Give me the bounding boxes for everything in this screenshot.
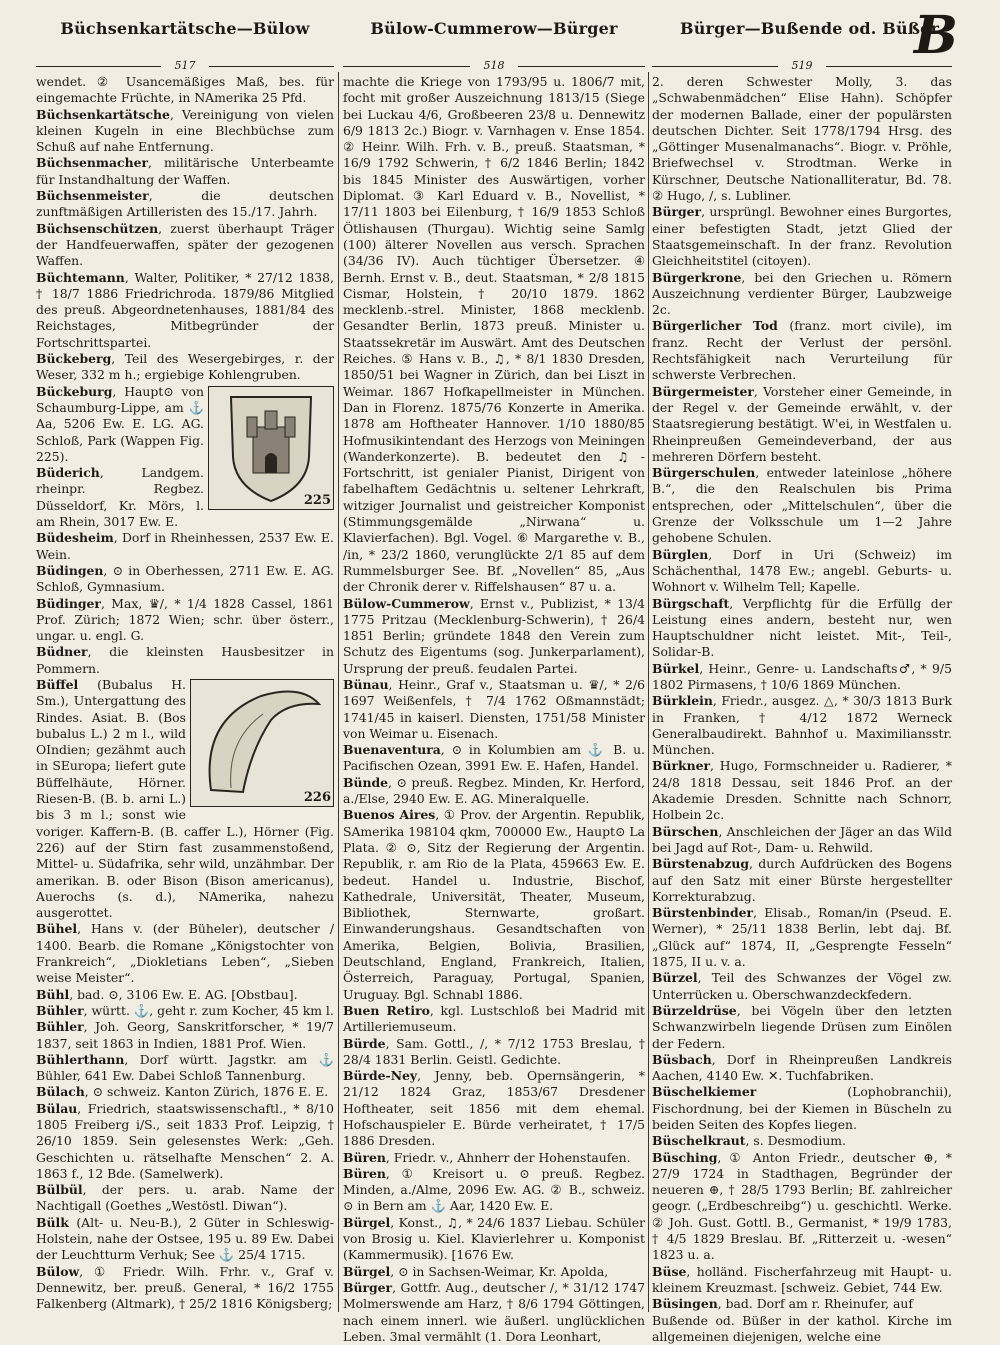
headword: Büchsenschützen xyxy=(36,220,159,236)
page-number-middle: 518 xyxy=(343,58,645,74)
entry: Bürstenbinder, Elisab., Roman/in (Pseud. E. Werner), * 25/11 1838 Berlin, lebt daj. Bf. „Glück auf“ 1874, II, „Gesprengte Fesseln“ 1875, II u. v. a. xyxy=(652,905,952,970)
entry: Büdingen, ⊙ in Oberhessen, 2711 Ew. E. AG. Schloß, Gymnasium. xyxy=(36,562,334,595)
entry: Büschelkraut, s. Desmodium. xyxy=(652,1133,846,1149)
headword: Buenaventura xyxy=(343,742,441,758)
headword: Büschelkiemer xyxy=(652,1084,848,1100)
entry: Bülach, ⊙ schweiz. Kanton Zürich, 1876 E. E. xyxy=(36,1084,329,1100)
headword: Bürgschaft xyxy=(652,595,730,611)
headword: Bülau xyxy=(36,1100,78,1116)
headword: Bürschen xyxy=(652,823,719,839)
headword: Büchtemann xyxy=(36,269,125,285)
headword: Bürzeldrüse xyxy=(652,1002,737,1018)
entry: Bühel, Hans v. (der Büheler), deutscher / 1400. Bearb. die Romane „Königstochter von Frankreich“, „Diokletians Leben“, „Sieben weise Meister“. xyxy=(36,921,334,986)
entry: Büdesheim, Dorf in Rheinhessen, 2537 Ew. E. Wein. xyxy=(36,530,334,562)
coat-of-arms-figure xyxy=(208,386,334,510)
entry: Büchsenkartätsche, Vereinigung von vielen kleinen Kugeln in eine Blechbüchse zum Schuß auf nahe Entfernung. xyxy=(36,106,334,155)
buffalo-horn-figure xyxy=(190,679,334,807)
entry: Büren, ① Kreisort u. ⊙ preuß. Regbez. Minden, a./Alme, 2096 Ew. AG. ② B., schweiz. ⊙ in Bern am ⚓ Aar, 1420 Ew. E. xyxy=(343,1165,645,1214)
running-header-right: Bürger—Bußende od. Büßer xyxy=(680,19,940,38)
headword: Büdinger xyxy=(36,595,101,611)
entry: Bückeburg, Haupt⊙ von Schaumburg-Lippe, am ⚓ Aa, 5206 Ew. E. LG. AG. Schloß, Park (Wappen Fig. 225). xyxy=(36,383,204,464)
headword: Bürzel xyxy=(652,970,698,986)
entries-col1 xyxy=(36,74,334,1313)
headword: Bürgerschulen xyxy=(652,465,756,481)
column-519 xyxy=(652,0,952,1344)
headword: Bürstenbinder xyxy=(652,905,754,921)
entry: Bürde-Ney, Jenny, beb. Opernsängerin, * 21/12 1824 Graz, 1853/67 Dresdener Hoftheater, seit 1856 mit dem ehemal. Hofschauspieler E. Bürde verheiratet, † 17/5 1886 Dresden. xyxy=(343,1068,645,1149)
headword: Bünau xyxy=(343,676,389,692)
entry: Bühler, Joh. Georg, Sanskritforscher, * 19/7 1837, seit 1863 in Indien, 1881 Prof. Wien. xyxy=(36,1019,334,1051)
page-number-left: 517 xyxy=(36,58,334,74)
headword: Bürstenabzug xyxy=(652,856,750,872)
headword: Bühler xyxy=(36,1019,84,1035)
entry: Büchtemann, Walter, Politiker, * 27/12 1838, † 18/7 1886 Friedrichroda. 1879/86 Mitglied des preuß. Abgeordnetenhauses, 1881/84 des Reichstages, Mitbegründer der Fortschrittspartei. xyxy=(36,269,334,350)
entry: Bürgermeister, Vorsteher einer Gemeinde, in der Regel v. der Gemeinde erwählt, v. der Staatsregierung bestätigt. W'ei, in Westfalen u. Rheinpreußen Gemeindeverband, der aus mehreren Dörfern besteht. xyxy=(652,383,952,464)
entry: Bürgerschulen, entweder lateinlose „höhere B.“, die den Realschulen bis Prima entsprechen, oder „Mittelschulen“, über die Grenze der Volksschule um 1—2 Jahre gehobene Schulen. xyxy=(652,465,952,546)
headword: Bürger xyxy=(652,204,702,220)
entry: 2. deren Schwester Molly, 3. das „Schwabenmädchen“ Elise Hahn). Schöpfer der modernen Ballade, einer der populärsten deutschen Dichter. Seit 1778/1794 Hrsg. des „Göttinger Musenalmanachs“. Biogr. v. Pröhle, Briefwechsel v. Strodtman. Werke in Kürschner, Deutsche Nationalliteratur, Bd. 78. ② Hugo, /, s. Lubliner. xyxy=(652,74,952,204)
entry: Bühler, württ. ⚓, geht r. zum Kocher, 45 km l. xyxy=(36,1002,334,1018)
headword: Bürde xyxy=(343,1035,386,1051)
entry: Bürglen, Dorf in Uri (Schweiz) im Schächenthal, 1478 Ew.; angebl. Geburts- u. Wohnort v. Wilhelm Tell; Kapelle. xyxy=(652,546,952,595)
entry: Büchsenmeister, die deutschen zunftmäßigen Artilleristen des 15./17. Jahrh. xyxy=(36,188,334,220)
entry: Büchsenschützen, zuerst überhaupt Träger der Handfeuerwaffen, später der gezogenen Waffen. xyxy=(36,220,334,269)
entry: Bürkner, Hugo, Formschneider u. Radierer, * 24/8 1818 Dessau, seit 1846 Prof. an der Akademie Dresden. Schnitte nach Schnorr, Holbein 2c. xyxy=(652,758,952,823)
entries-col3 xyxy=(652,74,952,1345)
entry: Büschelkiemer (Lophobranchii), Fischordnung, bei der Kiemen in Büscheln zu beiden Seiten des Kopfes liegen. xyxy=(652,1084,952,1132)
entry: Bünde, ⊙ preuß. Regbez. Minden, Kr. Herford, a./Else, 2940 Ew. E. AG. Mineralquelle. xyxy=(343,774,645,807)
entry: Bürzel, Teil des Schwanzes der Vögel zw. Unterrücken u. Oberschwanzdeckfedern. xyxy=(652,970,952,1002)
entry: Büse, holländ. Fischerfahrzeug mit Haupt- u. kleinem Kreuzmast. [schweiz. Gebiet, 744 Ew. xyxy=(652,1263,952,1295)
column-518 xyxy=(343,0,645,1344)
entry: Büdner, die kleinsten Hausbesitzer in Pommern. xyxy=(36,644,334,676)
entry: Bülow, ① Friedr. Wilh. Frhr. v., Graf v. Dennewitz, ber. preuß. General, * 16/2 1755 Falkenberg (Altmark), † 25/2 1816 Königsberg; xyxy=(36,1263,334,1312)
entry: machte die Kriege von 1793/95 u. 1806/7 mit, focht mit großer Auszeichnung 1813/15 (Siege bei Luckau 4/6, Großbeeren 23/8 u. Dennewitz 6/9 1813 2c.) Biogr. v. Varnhagen v. Ense 1854. ② Heinr. Wilh. Frh. v. B., preuß. Staatsman, * 16/9 1792 Schwerin, † 6/2 1846 Berlin; 1842 bis 1845 Minister des Auswärtigen, vorher Diplomat. ③ Karl Eduard v. B., Novellist, * 17/11 1803 bei Eilenburg, † 16/9 1853 Schloß Ötlishausen (Thurgau). Wichtig seine Samlg (100) älterer Novellen aus versch. Sprachen (34/36 IV). Auch tüchtiger Übersetzer. ④ Bernh. Ernst v. B., deut. Staatsman, * 2/8 1815 Cismar, Holstein, † 20/10 1879. 1862 mecklenb.-strel. Minister, 1868 mecklenb. Gesandter Berlin, 1873 preuß. Minister u. Staatssekretär im Auswärt. Amt des Deutschen Reiches. ⑤ Hans v. B., ♫, * 8/1 1830 Dresden, 1850/51 bei Wagner in Zürich, dan bei Liszt in Weimar. 1867 Hofkapellmeister in München. Dan in Florenz. 1875/76 Konzerte in Amerika. 1878 am Hoftheater Hannover. 1/10 1880/85 Hofmusikintendant des Herzogs von Meiningen (Wanderkonzerte). B. bedeutet den ♫-Fortschritt, ist genialer Pianist, Dirigent von fabelhaftem Gedächtnis u. seltener Lehrkraft, witziger Journalist und geistreicher Komponist (Stimmungsgemälde „Nirwana“ u. Klavierfachen). Bgl. Vogel. ⑥ Margarethe v. B., /in, * 23/2 1860, verunglückte 2/1 85 auf dem Rummelsburger See. Bf. „Novellen“ 85, „Aus der Chronik derer v. Riffelshausen“ 87 u. a. xyxy=(343,74,645,595)
headword: Büsching xyxy=(652,1149,718,1165)
entry: Büsingen, bad. Dorf am r. Rheinufer, auf xyxy=(652,1296,913,1312)
headword: Büren xyxy=(343,1149,386,1165)
entry: Bürkel, Heinr., Genre- u. Landschafts♂, * 9/5 1802 Pirmasens, † 10/6 1869 München. xyxy=(652,660,952,692)
entry: Büderich, Landgem. rheinpr. Regbez. Düsseldorf, Kr. Mörs, l. am Rhein, 3017 Ew. E. xyxy=(36,465,204,530)
entry: Büsching, ① Anton Friedr., deutscher ⊕, * 27/9 1724 in Stadthagen, Begründer der neueren ⊕, † 28/5 1793 Berlin; Bf. zahlreicher geogr. („Erdbeschreibg“) u. geschichtl. Werke. ② Joh. Gust. Gottl. B., Germanist, * 19/9 1783, † 4/5 1829 Breslau. Bf. „Ritterzeit u. -wesen“ 1823 u. a. xyxy=(652,1149,952,1263)
entry: Bülau, Friedrich, staatswissenschaftl., * 8/10 1805 Freiberg i/S., seit 1833 Prof. Leipzig, † 26/10 1859. Sein gelesenstes Werk: „Geh. Geschichten u. rätselhafte Menschen“ 2. A. 1863 f., 12 Bde. (Samelwerk). xyxy=(36,1100,334,1181)
entry: Bürschen, Anschleichen der Jäger an das Wild bei Jagd auf Rot-, Dam- u. Rehwild. xyxy=(652,823,952,855)
entry: Bußende od. Büßer in der kathol. Kirche im allgemeinen diejenigen, welche eine xyxy=(652,1312,952,1344)
headword: Bühler xyxy=(36,1002,84,1018)
column-divider xyxy=(338,72,339,1312)
headword: Buen Retiro xyxy=(343,1002,430,1018)
headword: Bühlerthann xyxy=(36,1051,125,1067)
headword: Büse xyxy=(652,1263,687,1279)
entry: Bürger, Gottfr. Aug., deutscher /, * 31/12 1747 Molmerswende am Harz, † 8/6 1794 Göttingen, nach einem innerl. wie äußerl. unglücklichen Leben. 3mal vermählt (1. Dora Leonhart, xyxy=(343,1279,645,1344)
headword: Buenos Aires xyxy=(343,807,436,823)
headword: Bürkner xyxy=(652,758,711,774)
headword: Bürgerlicher Tod xyxy=(652,318,790,334)
entry: Bülk (Alt- u. Neu-B.), 2 Güter in Schleswig-Holstein, nahe der Ostsee, 195 u. 89 Ew. Dabei der Leuchtturm Verhuk; See ⚓ 25/4 1715. xyxy=(36,1214,335,1263)
column-divider xyxy=(648,72,649,1312)
headword: Büsingen xyxy=(652,1296,718,1312)
entry: Bühlerthann, Dorf württ. Jagstkr. am ⚓ Bühler, 641 Ew. Dabei Schloß Tannenburg. xyxy=(36,1051,334,1084)
headword: Büdner xyxy=(36,644,88,660)
headword: Bürgel xyxy=(343,1214,391,1230)
headword: Bückeburg xyxy=(36,383,113,399)
entry: Büchsenmacher, militärische Unterbeamte für Instandhaltung der Waffen. xyxy=(36,155,334,187)
page-number-right: 519 xyxy=(652,58,952,74)
entry: Buenaventura, ⊙ in Kolumbien am ⚓ B. u. Pacifischen Ozean, 3991 Ew. E. Hafen, Handel. xyxy=(343,742,645,774)
entry: wendet. ② Usancemäßiges Maß, bes. für eingemachte Früchte, in NAmerika 25 Pfd. xyxy=(36,74,334,106)
headword: Büschelkraut xyxy=(652,1133,746,1149)
shield-icon xyxy=(209,387,333,509)
headword: Büchsenmacher xyxy=(36,155,149,171)
headword: Bürde-Ney xyxy=(343,1068,418,1084)
headword: Bünde xyxy=(343,774,389,790)
figure-number: 225 xyxy=(303,492,331,508)
entry: Bürstenabzug, durch Aufdrücken des Bogens auf den Satz mit einer Bürste hergestellter Korrekturabzug. xyxy=(652,856,952,904)
headword: Büsbach xyxy=(652,1051,712,1067)
headword: Bülbül xyxy=(36,1182,83,1198)
headword: Bürkel xyxy=(652,660,700,676)
headword: Bürklein xyxy=(652,693,713,709)
entry: Bürgel, Konst., ♫, * 24/6 1837 Liebau. Schüler von Brosig u. Kiel. Klavierlehrer u. Komponist (Kammermusik). [1676 Ew. xyxy=(343,1214,645,1263)
entry: Buen Retiro, kgl. Lustschloß bei Madrid mit Artilleriemuseum. xyxy=(343,1002,645,1035)
headword: Büchsenkartätsche xyxy=(36,106,170,122)
running-header-middle: Bülow-Cummerow—Bürger xyxy=(370,19,618,38)
entry: Bülow-Cummerow, Ernst v., Publizist, * 13/4 1775 Pritzau (Mecklenburg-Schwerin), † 26/4 1851 Berlin; gründete 1848 den Verein zum Schutz des Eigentums (sog. Junkerparlament), Ursprung der preuß. feudalen Partei. xyxy=(343,595,645,676)
headword: Bülow-Cummerow xyxy=(343,595,470,611)
headword: Bürgerkrone xyxy=(652,269,742,285)
entry: Bückeberg, Teil des Wesergebirges, r. der Weser, 332 m h.; ergiebige Kohlengruben. xyxy=(36,351,334,383)
column-517 xyxy=(36,0,334,1316)
entry: Bürgel, ⊙ in Sachsen-Weimar, Kr. Apolda, xyxy=(343,1263,609,1279)
entry: Bürgerkrone, bei den Griechen u. Römern Auszeichnung verdienter Bürger, Laubzweige 2c. xyxy=(652,269,952,318)
entry: Büren, Friedr. v., Ahnherr der Hohenstaufen. xyxy=(343,1149,631,1165)
headword: Büderich xyxy=(36,465,100,481)
entry: Bürklein, Friedr., ausgez. △, * 30/3 1813 Burk in Franken, † 4/12 1872 Werneck Generalbaudirekt. Bahnhof u. Maximiliansstr. München. xyxy=(652,693,952,758)
headword: Büdesheim xyxy=(36,530,114,546)
headword: Bülach xyxy=(36,1084,85,1100)
headword: Bürglen xyxy=(652,546,709,562)
entry: Büdinger, Max, ♛/, * 1/4 1828 Cassel, 1861 Prof. Zürich; 1872 Wien; schr. über österr., ungar. u. engl. G. xyxy=(36,595,334,644)
horn-icon xyxy=(191,680,333,806)
entry: Bürgschaft, Verpflichtg für die Erfüllg der Leistung eines andern, besteht nur, wen Hauptschuldner nicht leistet. Mit-, Teil-, Solidar-B. xyxy=(652,595,952,660)
entry: Bürger, ursprüngl. Bewohner eines Burgortes, einer befestigten Stadt, jetzt Glied der Staatsgemeinschaft. In der franz. Revolution Gleichheitstitel (citoyen). xyxy=(652,204,952,269)
entry: Bürgerlicher Tod (franz. mort civile), im franz. Recht der Verlust der persönl. Rechtsfähigkeit nach Verurteilung für schwerste Verbrechen. xyxy=(652,318,952,383)
section-letter: B xyxy=(914,5,958,66)
entry: Bürde, Sam. Gottl., /, * 7/12 1753 Breslau, † 28/4 1831 Berlin. Geistl. Gedichte. xyxy=(343,1035,645,1067)
headword: Büdingen xyxy=(36,562,104,578)
headword: Bürgel xyxy=(343,1263,391,1279)
entry: Bühl, bad. ⊙, 3106 Ew. E. AG. [Obstbau]. xyxy=(36,986,298,1002)
figure-number: 226 xyxy=(303,789,331,805)
entry: Büffel (Bubalus H. Sm.), Untergattung des Rindes. Asiat. B. (Bos bubalus L.) 2 m l., wild OIndien; gezähmt auch in SEuropa; liefert gute Büffelhäute, Hörner. Riesen-B. (B. b. arni L.) bis 3 m l.; sonst wie voriger. Kaffern-B. (B. caffer L.), Hörner (Fig. 226) auf der Stirn fast zusammenstoßend, Mittel- u. Südafrika, sehr wild, unzähmbar. Der amerikan. B. oder Bison (Bison americanus), Auerochs (s. d.), NAmerika, nahezu ausgerottet. xyxy=(36,676,334,921)
running-header-left: Büchsenkartätsche—Bülow xyxy=(60,19,310,38)
headword: Bühl xyxy=(36,986,70,1002)
headword: Bülow xyxy=(36,1263,80,1279)
headword: Bühel xyxy=(36,921,78,937)
entries-col2 xyxy=(343,74,645,1345)
entry: Bülbül, der pers. u. arab. Name der Nachtigall (Goethes „Westöstl. Diwan“). xyxy=(36,1182,334,1214)
headword: Büffel xyxy=(36,676,98,692)
headword: Büchsenmeister xyxy=(36,188,149,204)
entry: Büsbach, Dorf in Rheinpreußen Landkreis Aachen, 4140 Ew. ✕. Tuchfabriken. xyxy=(652,1051,952,1084)
headword: Bürgermeister xyxy=(652,383,754,399)
entry: Bünau, Heinr., Graf v., Staatsman u. ♛/, * 2/6 1697 Weißenfels, † 7/4 1762 Oßmannstädt; 1741/45 in kaiserl. Diensten, 1751/58 Minister von Weimar u. Eisenach. xyxy=(343,676,645,741)
headword: Bückeberg xyxy=(36,351,112,367)
headword: Bürger xyxy=(343,1279,393,1295)
headword: Büren xyxy=(343,1165,386,1181)
headword: Bülk xyxy=(36,1214,77,1230)
entry: Buenos Aires, ① Prov. der Argentin. Republik, SAmerika 198104 qkm, 700000 Ew., Haupt⊙ La Plata. ② ⊙, Sitz der Regierung der Argentin. Republik, r. am Rio de la Plata, 459663 Ew. E. bedeut. Handel u. Industrie, Bischof, Kathedrale, Universität, Theater, Museum, Bibliothek, Sternwarte, großart. Einwanderungshaus. Gesandtschaften von Amerika, Belgien, Bolivia, Brasilien, Deutschland, England, Frankreich, Italien, Österreich, Paraguay, Portugal, Spanien, Uruguay. Bgl. Schnabl 1886. xyxy=(343,807,645,1002)
entry: Bürzeldrüse, bei Vögeln über den letzten Schwanzwirbeln liegende Drüsen zum Einölen der Federn. xyxy=(652,1002,952,1051)
